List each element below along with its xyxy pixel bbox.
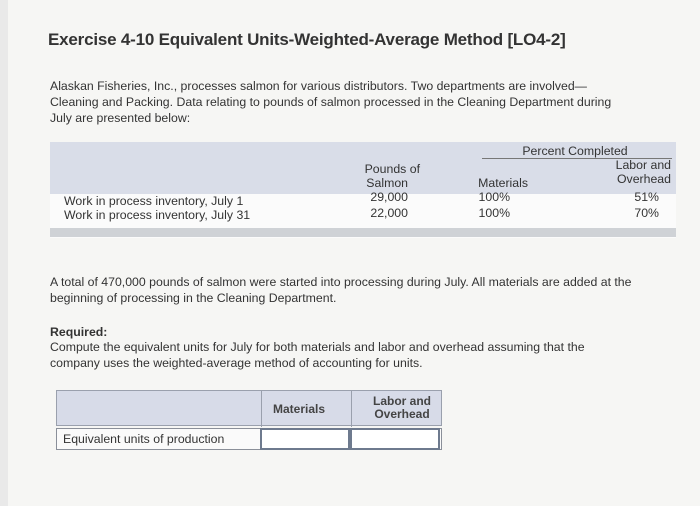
answer-table-header (56, 390, 442, 426)
labor-percent: 51% (634, 190, 659, 204)
labor-percent: 70% (634, 206, 659, 220)
equivalent-units-label: Equivalent units of production (63, 432, 225, 446)
paragraph-line: beginning of processing in the Cleaning Department. (50, 291, 337, 305)
processing-paragraph (50, 274, 690, 306)
materials-percent: 100% (478, 190, 510, 204)
row-label: Work in process inventory, July 1 (64, 194, 244, 208)
materials-equivalent-units-input[interactable] (260, 428, 350, 450)
materials-percent: 100% (478, 206, 510, 220)
intro-line: Alaskan Fisheries, Inc., processes salmon for various distributors. Two departments are involved— (50, 79, 587, 93)
labor-overhead-header: Overhead (616, 172, 671, 186)
answer-materials-header: Materials (273, 402, 326, 416)
answer-labor-header: Labor and (372, 394, 431, 408)
required-text (50, 339, 650, 371)
paragraph-line: A total of 470,000 pounds of salmon were started into processing during July. All materials are added at the (50, 275, 632, 289)
answer-labor-header: Overhead (374, 407, 430, 421)
pounds-header: Pounds of (364, 162, 420, 176)
required-line: Compute the equivalent units for July for both materials and labor and overhead assuming that the (50, 340, 585, 354)
percent-completed-header: Percent Completed (522, 144, 628, 158)
required-label: Required: (50, 325, 108, 339)
intro-line: Cleaning and Packing. Data relating to pounds of salmon processed in the Cleaning Department during (50, 95, 612, 109)
labor-overhead-equivalent-units-input[interactable] (350, 428, 440, 450)
pounds-value: 29,000 (370, 190, 408, 204)
intro-paragraph (50, 78, 680, 126)
pounds-value: 22,000 (370, 206, 408, 220)
column-divider (351, 391, 352, 427)
required-line: company uses the weighted-average method of accounting for units. (50, 356, 423, 370)
labor-overhead-header: Labor and (615, 158, 671, 172)
exercise-title: Exercise 4-10 Equivalent Units-Weighted-Average Method [LO4-2] (48, 30, 566, 49)
page (8, 0, 700, 506)
answer-table (56, 390, 442, 452)
materials-header: Materials (478, 176, 528, 190)
intro-line: July are presented below: (50, 111, 191, 125)
row-label: Work in process inventory, July 31 (64, 208, 251, 222)
column-divider (261, 391, 262, 427)
pounds-header: Salmon (366, 176, 408, 190)
department-data-table (50, 142, 676, 238)
table-footer-band (50, 228, 676, 237)
